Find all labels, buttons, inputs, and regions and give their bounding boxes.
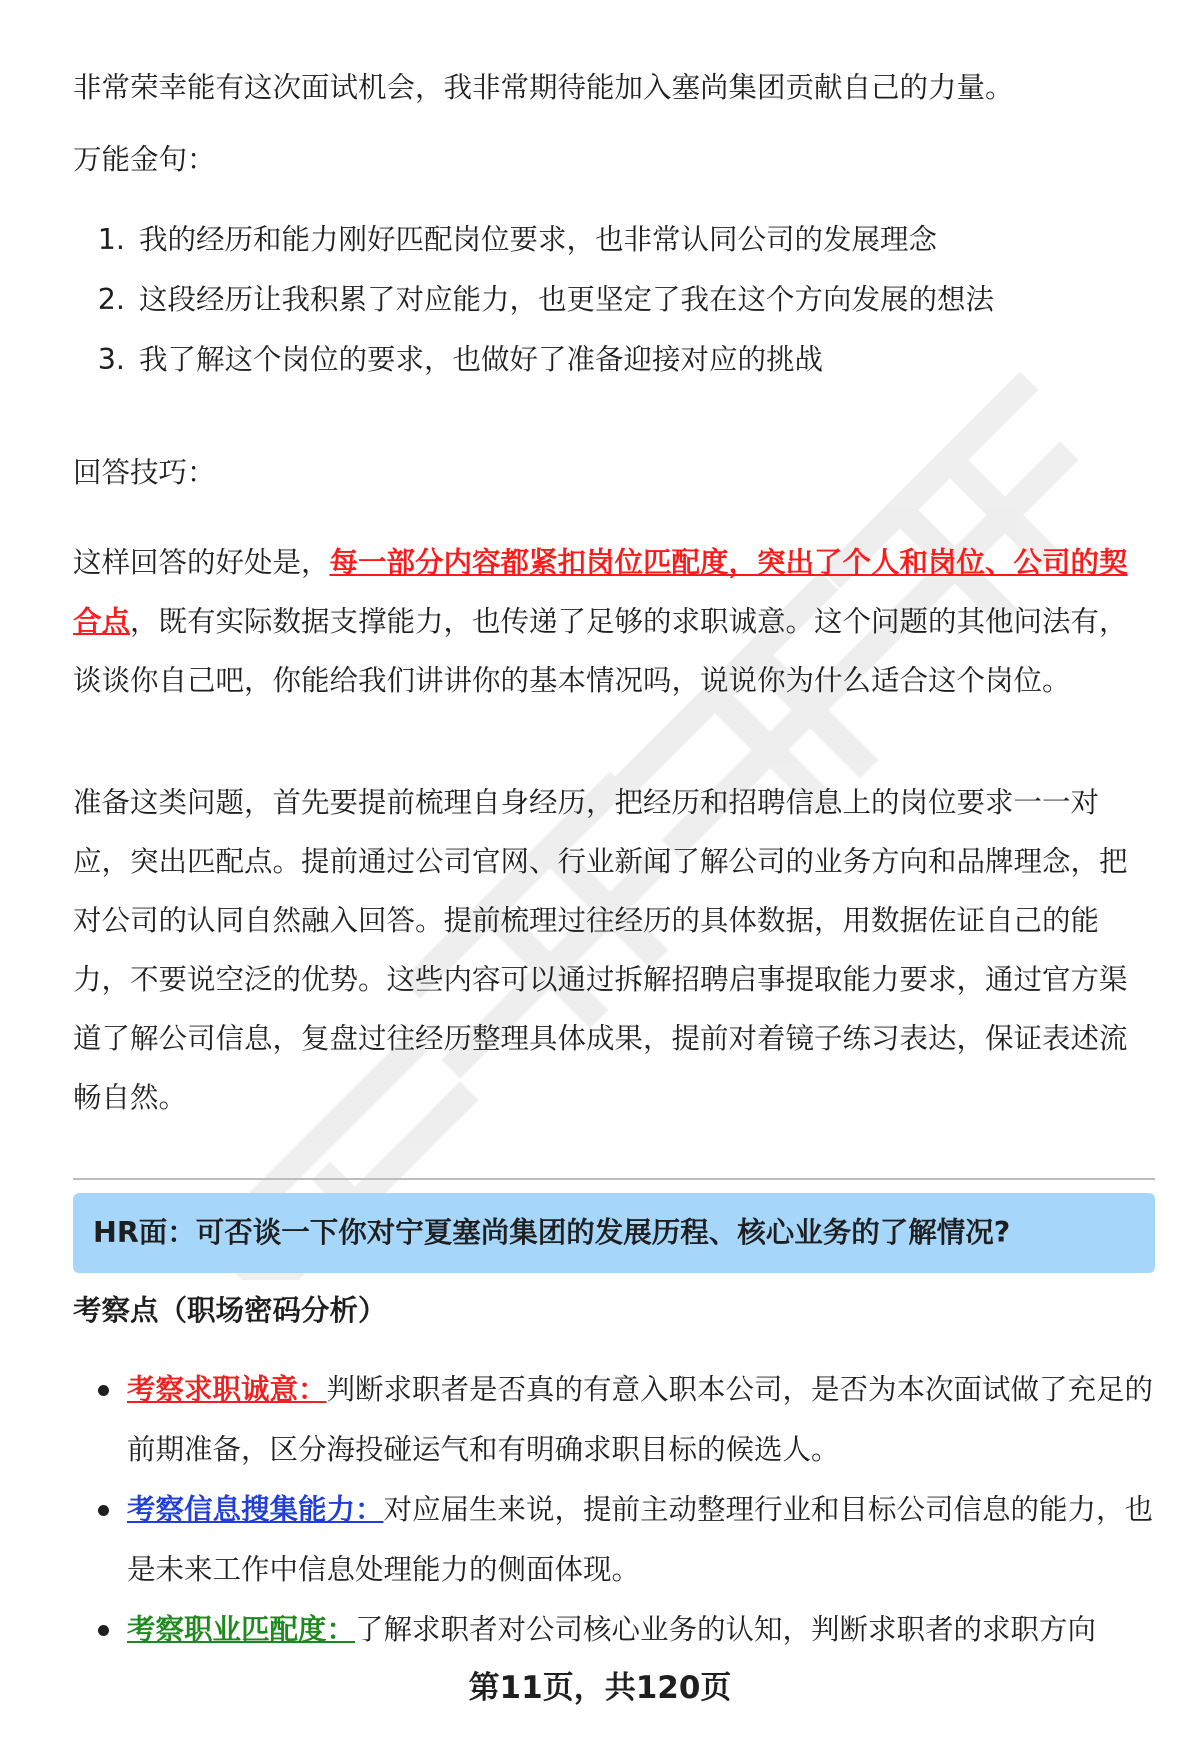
exam-point-item <box>73 1600 1155 1660</box>
tips-highlight: 每一部分内容都紧扣岗位匹配度，突出了个人和岗位、公司的契合点 <box>73 546 1128 638</box>
bullet-icon <box>98 1385 109 1396</box>
exam-point-text: 了解求职者对公司核心业务的认知，判断求职者的求职方向 <box>355 1613 1097 1646</box>
exam-point-text: 判断求职者是否真的有意入职本公司，是否为本次面试做了充足的前期准备，区分海投碰运气和有明确求职目标的候选人。 <box>127 1373 1154 1466</box>
section-divider <box>73 1178 1155 1180</box>
intro-paragraph: 非常荣幸能有这次面试机会，我非常期待能加入塞尚集团贡献自己的力量。 <box>73 71 1014 104</box>
exam-point-item <box>73 1360 1155 1480</box>
exam-point-key: 考察求职诚意： <box>127 1373 327 1406</box>
list-number: 2. <box>97 283 125 316</box>
tips-prefix: 这样回答的好处是， <box>73 546 330 579</box>
tips-paragraph-1 <box>73 533 1151 710</box>
tips-rest: ，既有实际数据支撑能力，也传递了足够的求职诚意。这个问题的其他问法有，谈谈你自己吧，你能给我们讲讲你的基本情况吗，说说你为什么适合这个岗位。 <box>73 605 1128 697</box>
golden-sentences-list <box>73 210 1151 390</box>
page-footer: 第11页，共120页 <box>468 1670 732 1706</box>
list-text: 我了解这个岗位的要求，也做好了准备迎接对应的挑战 <box>139 343 824 376</box>
exam-points-list <box>73 1360 1155 1660</box>
exam-point-item <box>73 1480 1155 1600</box>
bullet-icon <box>98 1505 109 1516</box>
list-number: 3. <box>97 343 125 376</box>
golden-sentences-label: 万能金句： <box>73 143 216 176</box>
hr-question-text: HR面：可否谈一下你对宁夏塞尚集团的发展历程、核心业务的了解情况? <box>93 1216 1011 1249</box>
list-item <box>73 330 1151 390</box>
exam-point-text: 对应届生来说，提前主动整理行业和目标公司信息的能力，也是未来工作中信息处理能力的侧面体现。 <box>127 1493 1154 1586</box>
list-item <box>73 270 1151 330</box>
bullet-icon <box>98 1625 109 1636</box>
tips-paragraph-2: 准备这类问题，首先要提前梳理自身经历，把经历和招聘信息上的岗位要求一一对应，突出匹配点。提前通过公司官网、行业新闻了解公司的业务方向和品牌理念，把对公司的认同自然融入回答。提前梳理过往经历的具体数据，用数据佐证自己的能力，不要说空泛的优势。这些内容可以通过拆解招聘启事提取能力要求，通过官方渠道了解公司信息，复盘过往经历整理具体成果，提前对着镜子练习表达，保证表述流畅自然。 <box>73 786 1128 1114</box>
exam-point-key: 考察职业匹配度： <box>127 1613 356 1646</box>
exam-point-key: 考察信息搜集能力： <box>127 1493 384 1526</box>
hr-question-box <box>73 1193 1155 1273</box>
exam-points-heading: 考察点（职场密码分析） <box>73 1294 387 1327</box>
tips-label: 回答技巧： <box>73 456 216 489</box>
list-item <box>73 210 1151 270</box>
list-number: 1. <box>97 223 125 256</box>
list-text: 这段经历让我积累了对应能力，也更坚定了我在这个方向发展的想法 <box>139 283 995 316</box>
list-text: 我的经历和能力刚好匹配岗位要求，也非常认同公司的发展理念 <box>139 223 938 256</box>
